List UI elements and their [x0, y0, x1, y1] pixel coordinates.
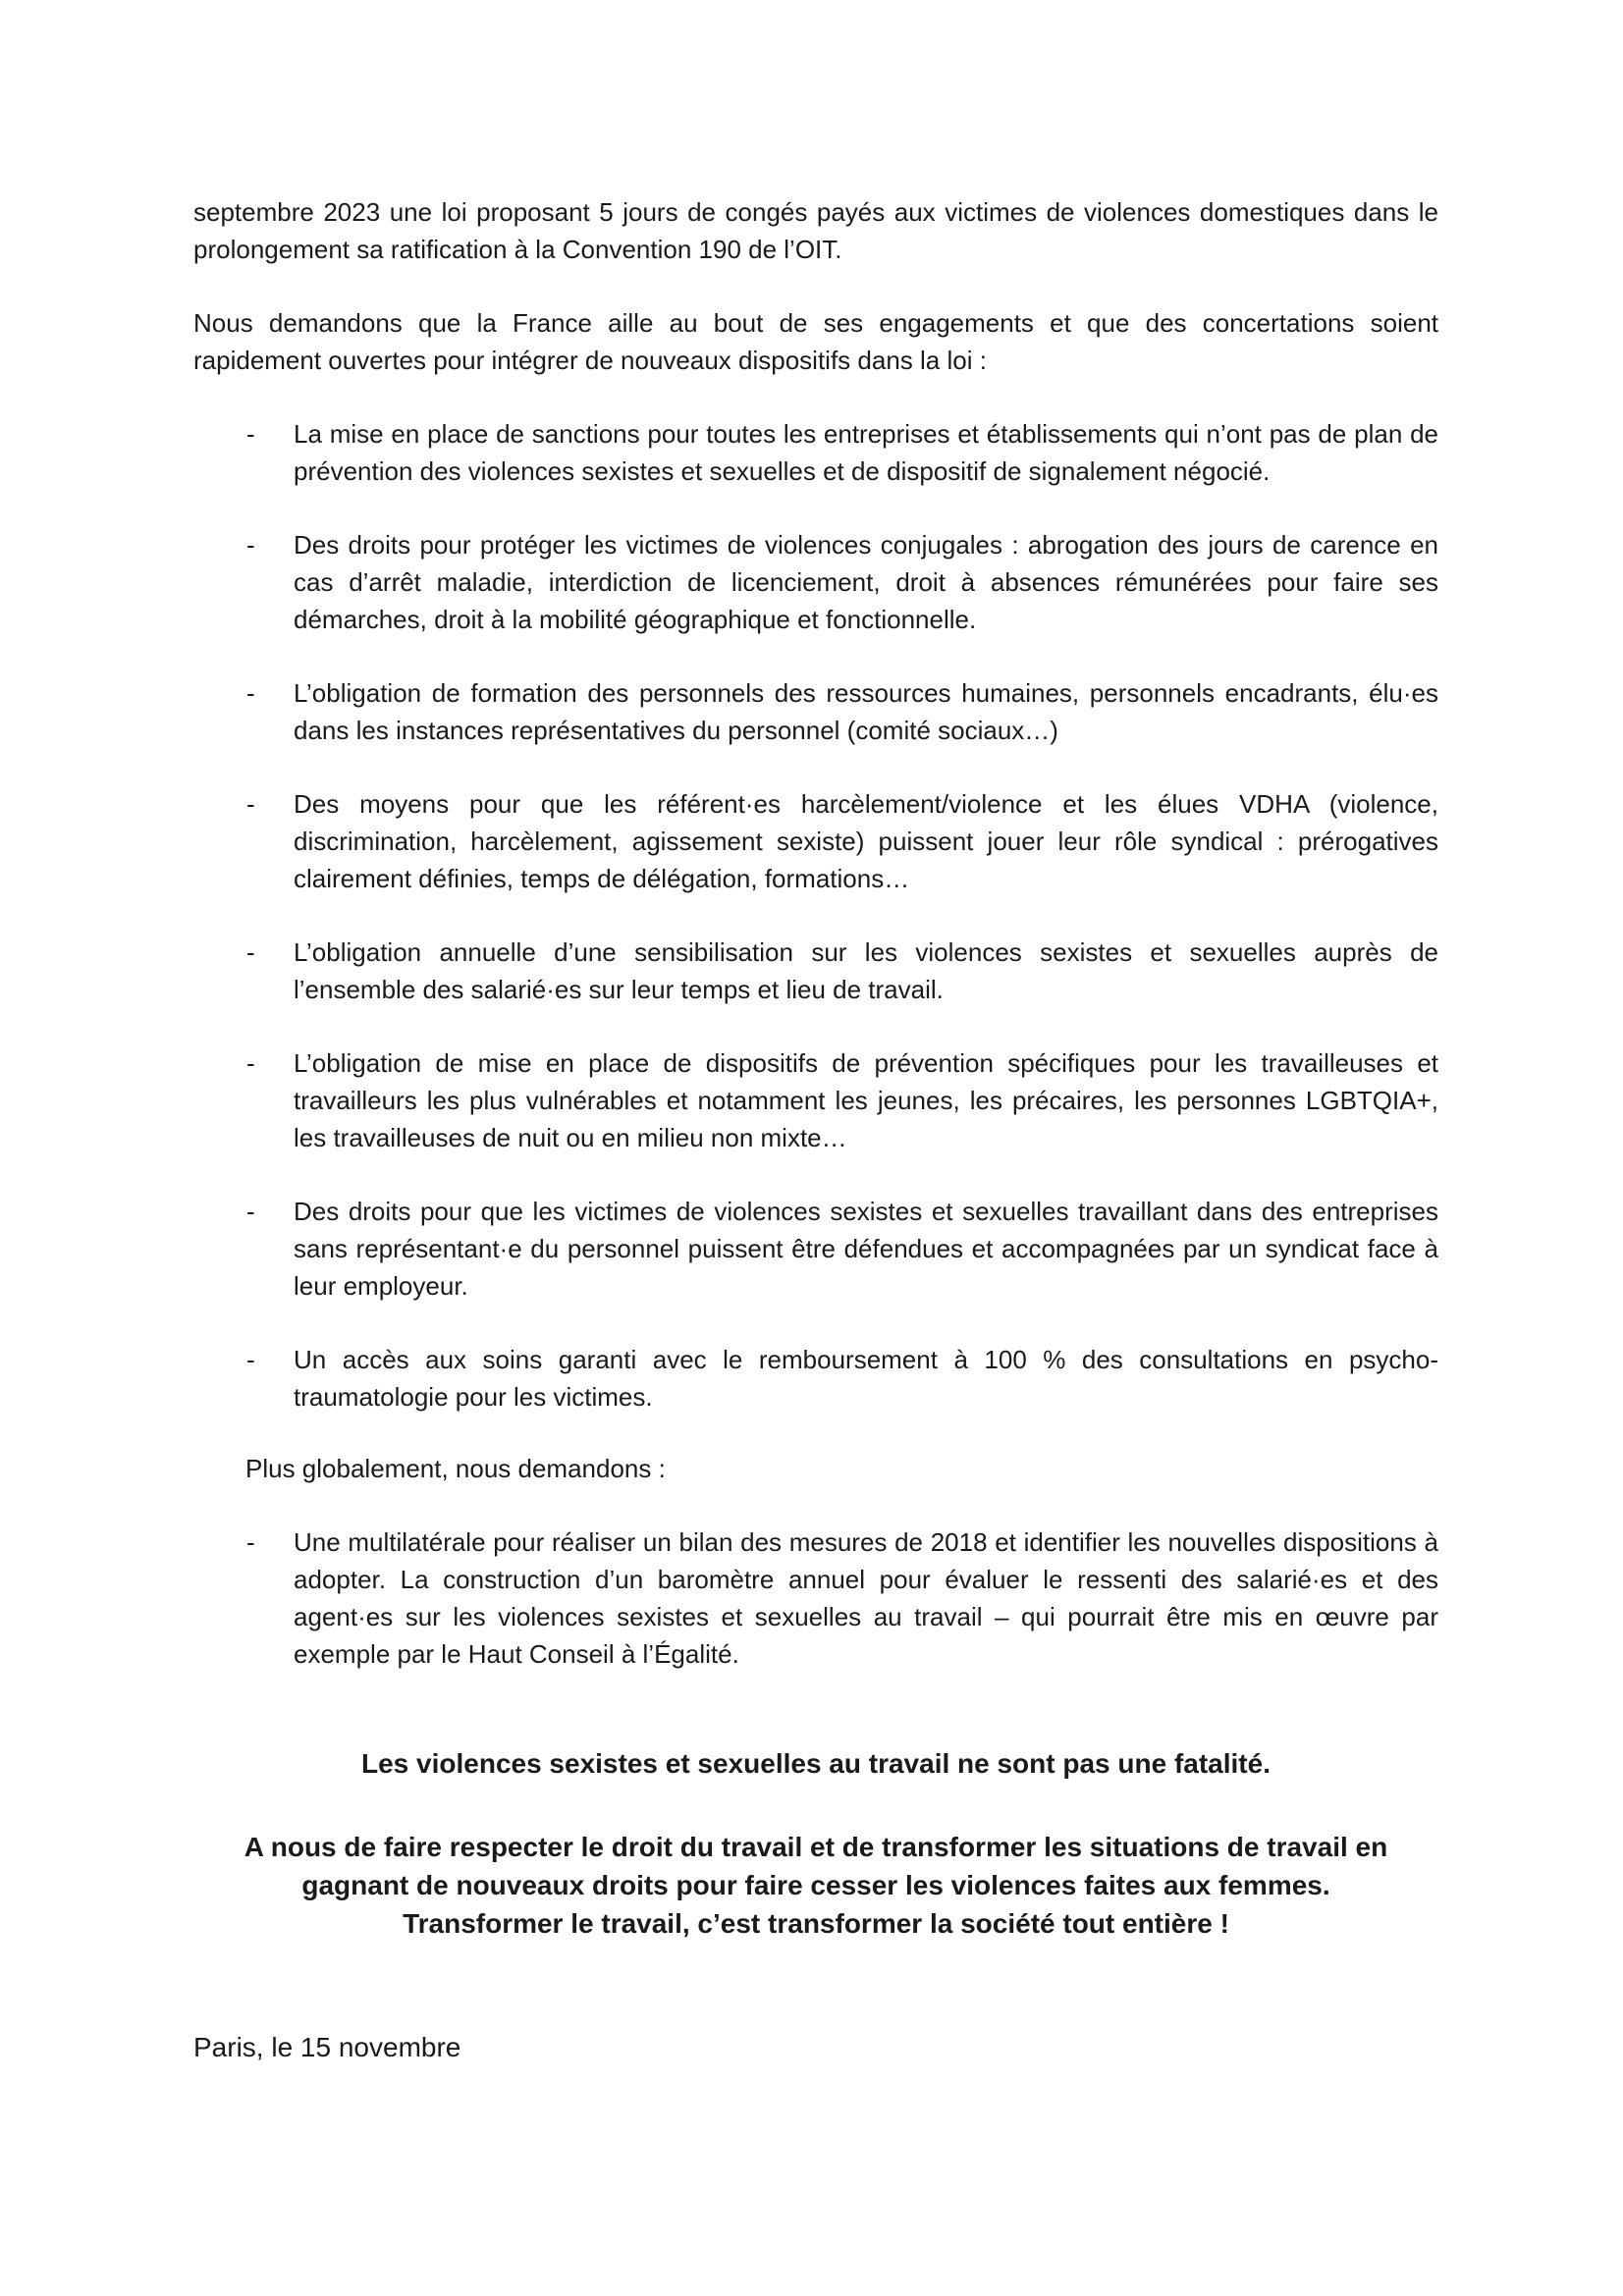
list-item-text: Des moyens pour que les référent·es harcèlement/violence et les élues VDHA (violence, discrimination, harcèlement, agissement sexiste) puissent jouer leur rôle syndical : prérogatives clairement définies, temps de délégation, formations…	[294, 789, 1438, 893]
closing-statement: Les violences sexistes et sexuelles au travail ne sont pas une fatalité.	[361, 1748, 1271, 1779]
closing-call-to-action	[193, 1828, 1438, 1943]
bullet-dash: -	[246, 1048, 255, 1078]
list-item	[193, 1193, 1438, 1305]
bullet-dash: -	[246, 1527, 255, 1557]
closing-line-2: A nous de faire respecter le droit du travail et de transformer les situations de travail en gagnant de nouveaux droits pour faire cesser les violences faites aux femmes.	[243, 1832, 1388, 1900]
bullet-dash: -	[246, 789, 255, 819]
bullet-dash: -	[246, 419, 255, 449]
bullet-dash: -	[246, 1197, 255, 1226]
intro-paragraph-2: Nous demandons que la France aille au bout de ses engagements et que des concertations soient rapidement ouvertes pour intégrer de nouveaux dispositifs dans la loi :	[193, 308, 1438, 375]
list-item-text: Des droits pour que les victimes de violences sexistes et sexuelles travaillant dans des entreprises sans représentant·e du personnel puissent être défendues et accompagnées par un syndicat face à leur employeur.	[294, 1197, 1438, 1301]
list-item	[193, 415, 1438, 490]
list-item	[193, 1341, 1438, 1415]
bullet-dash: -	[246, 1345, 255, 1374]
demands-list	[193, 415, 1438, 1452]
list-item-text: L’obligation de mise en place de dispositifs de prévention spécifiques pour les travailleuses et travailleurs les plus vulnérables et notamment les jeunes, les précaires, les personnes LGBTQIA+, les travailleuses de nuit ou en milieu non mixte…	[294, 1048, 1438, 1152]
signature-date: Paris, le 15 novembre	[193, 2032, 461, 2062]
list-item-text: Un accès aux soins garanti avec le remboursement à 100 % des consultations en psycho-traumatologie pour les victimes.	[294, 1345, 1438, 1412]
list-item	[193, 1044, 1438, 1156]
list-item-text: Une multilatérale pour réaliser un bilan des mesures de 2018 et identifier les nouvelles dispositions à adopter. La construction d’un baromètre annuel pour évaluer le ressenti des salarié·es et des agent·es sur les violences sexistes et sexuelles au travail – qui pourrait être mis en œuvre par exemple par le Haut Conseil à l’Égalité.	[294, 1527, 1438, 1669]
list-item	[193, 934, 1438, 1008]
globally-intro: Plus globalement, nous demandons :	[245, 1454, 666, 1483]
global-demands-list	[193, 1523, 1438, 1673]
closing-line-3: Transformer le travail, c’est transformer la société tout entière !	[403, 1908, 1229, 1939]
list-item-text: L’obligation annuelle d’une sensibilisation sur les violences sexistes et sexuelles auprès de l’ensemble des salarié·es sur leur temps et lieu de travail.	[294, 937, 1438, 1004]
list-item	[193, 785, 1438, 897]
list-item	[193, 526, 1438, 638]
bullet-dash: -	[246, 530, 255, 560]
intro-paragraph-1: septembre 2023 une loi proposant 5 jours de congés payés aux victimes de violences domestiques dans le prolongement sa ratification à la Convention 190 de l’OIT.	[193, 197, 1438, 264]
bullet-dash: -	[246, 678, 255, 708]
list-item	[193, 1523, 1438, 1673]
bullet-dash: -	[246, 937, 255, 967]
list-item-text: L’obligation de formation des personnels des ressources humaines, personnels encadrants, élu·es dans les instances représentatives du personnel (comité sociaux…)	[294, 678, 1438, 745]
list-item-text: La mise en place de sanctions pour toutes les entreprises et établissements qui n’ont pas de plan de prévention des violences sexistes et sexuelles et de dispositif de signalement négocié.	[294, 419, 1438, 486]
list-item	[193, 674, 1438, 749]
list-item-text: Des droits pour protéger les victimes de violences conjugales : abrogation des jours de carence en cas d’arrêt maladie, interdiction de licenciement, droit à absences rémunérées pour faire ses démarches, droit à la mobilité géographique et fonctionnelle.	[294, 530, 1438, 634]
